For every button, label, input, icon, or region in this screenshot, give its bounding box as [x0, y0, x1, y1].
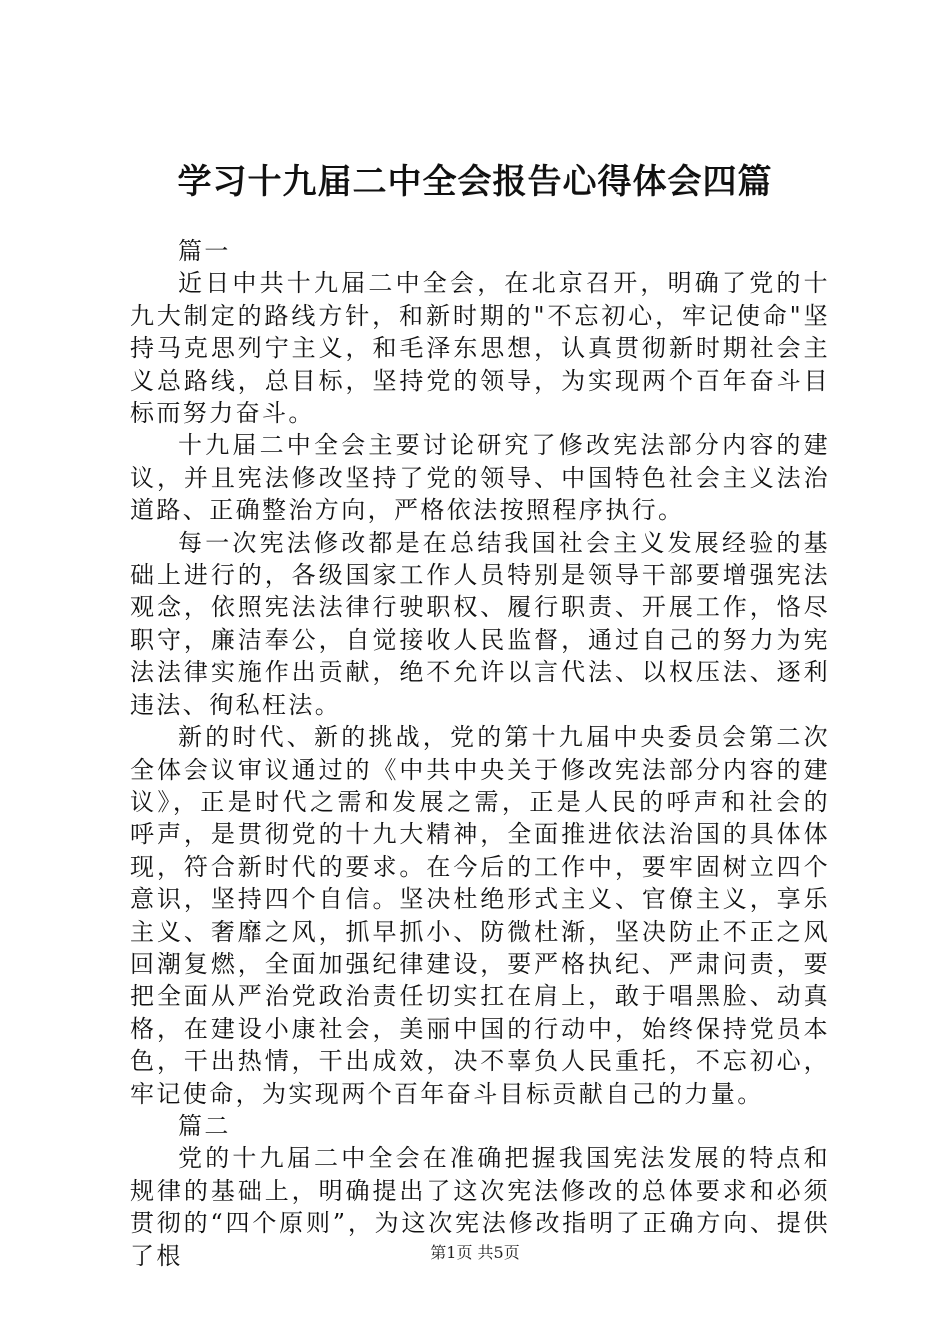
- paragraph: 党的十九届二中全会在准确把握我国宪法发展的特点和规律的基础上，明确提出了这次宪法修改的总体要求和必须贯彻的“四个原则”，为这次宪法修改指明了正确方向、提供了根: [130, 1144, 830, 1270]
- paragraph: 近日中共十九届二中全会，在北京召开，明确了党的十九大制定的路线方针，和新时期的"不忘初心，牢记使命"坚持马克思列宁主义，和毛泽东思想，认真贯彻新时期社会主义总路线，总目标，坚持党的领导，为实现两个百年奋斗目标而努力奋斗。: [130, 269, 830, 428]
- paragraph: 每一次宪法修改都是在总结我国社会主义发展经验的基础上进行的，各级国家工作人员特别是领导干部要增强宪法观念，依照宪法法律行驶职权、履行职责、开展工作，恪尽职守，廉洁奉公，自觉接收人民监督，通过自己的努力为宪法法律实施作出贡献，绝不允许以言代法、以权压法、逐利违法、徇私枉法。: [130, 528, 830, 719]
- section-heading: 篇二: [178, 1111, 231, 1140]
- page-number-footer: 第1页 共5页: [430, 1243, 520, 1262]
- document-body: [130, 235, 830, 1272]
- paragraph: 十九届二中全会主要讨论研究了修改宪法部分内容的建议，并且宪法修改坚持了党的领导、中国特色社会主义法治道路、正确整治方向，严格依法按照程序执行。: [130, 431, 830, 525]
- section-heading: 篇一: [178, 237, 231, 265]
- document-title: 学习十九届二中全会报告心得体会四篇: [177, 162, 773, 202]
- paragraph: 新的时代、新的挑战，党的第十九届中央委员会第二次全体会议审议通过的《中共中央关于修改宪法部分内容的建议》，正是时代之需和发展之需，正是人民的呼声和社会的呼声，是贯彻党的十九大精神，全面推进依法治国的具体体现，符合新时代的要求。在今后的工作中，要牢固树立四个意识，坚持四个自信。坚决杜绝形式主义、官僚主义，享乐主义、奢靡之风，抓早抓小、防微杜渐，坚决防止不正之风回潮复燃，全面加强纪律建设，要严格执纪、严肃问责，要把全面从严治党政治责任切实扛在肩上，敢于唱黑脸、动真格，在建设小康社会，美丽中国的行动中，始终保持党员本色，干出热情，干出成效，决不辜负人民重托，不忘初心，牢记使命，为实现两个百年奋斗目标贡献自己的力量。: [130, 723, 830, 1108]
